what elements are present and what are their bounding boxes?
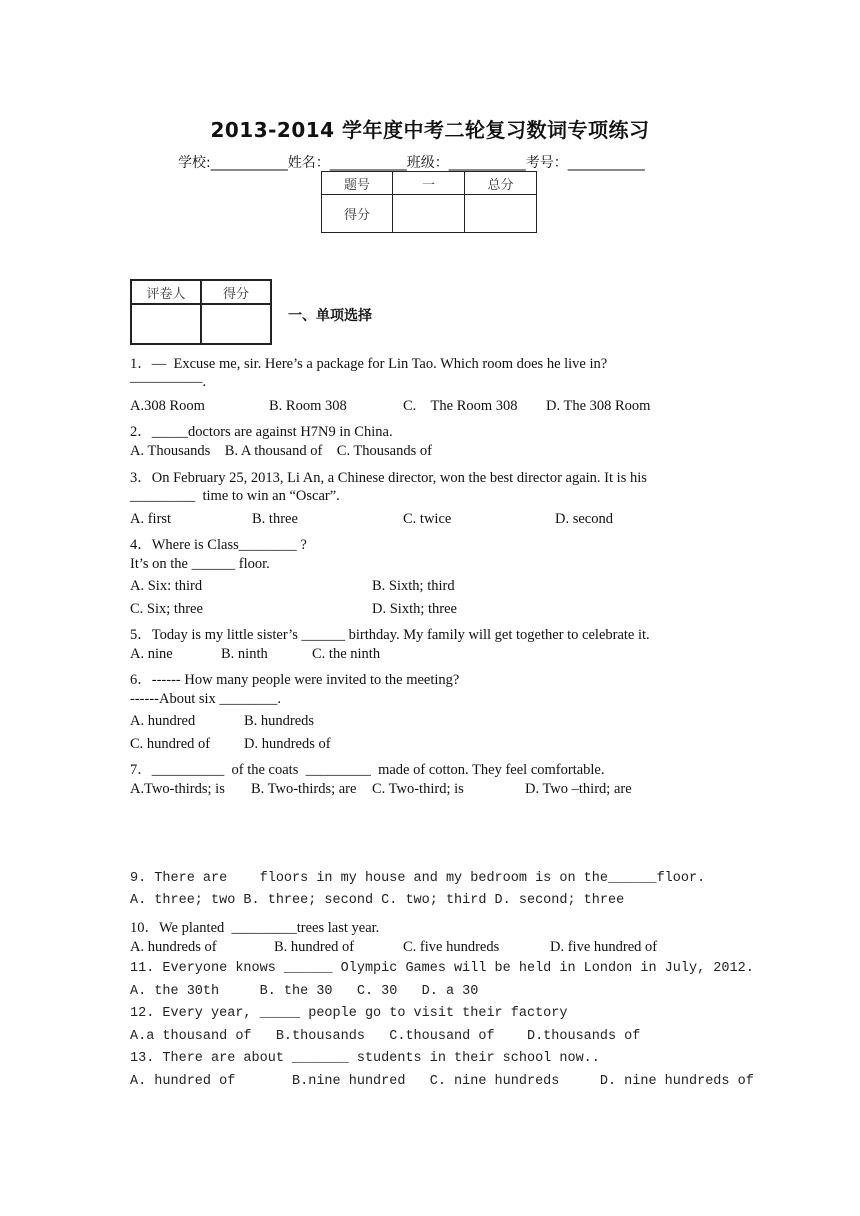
question-1-option-c: C. The Room 308 bbox=[403, 398, 518, 414]
score-cell-one bbox=[393, 195, 465, 233]
question-7-option-c: C. Two-third; is bbox=[372, 781, 464, 797]
score-table-header-number: 题号 bbox=[322, 172, 393, 195]
page-title: 2013-2014 学年度中考二轮复习数词专项练习 bbox=[210, 118, 650, 142]
question-1-blank: —————. bbox=[130, 374, 207, 390]
question-10-option-a: A. hundreds of bbox=[130, 939, 217, 955]
question-7-option-b: B. Two-thirds; are bbox=[251, 781, 357, 797]
question-7-option-d: D. Two –third; are bbox=[525, 781, 632, 797]
score-table-row-label: 得分 bbox=[322, 195, 393, 233]
question-7-option-a: A.Two-thirds; is bbox=[130, 781, 225, 797]
question-6: 6．------ How many people were invited to the meeting? bbox=[130, 672, 460, 688]
grader-table-header-score: 得分 bbox=[201, 280, 271, 304]
question-2-options: A. Thousands B. A thousand of C. Thousands of bbox=[130, 443, 432, 459]
question-3-cont: _________ time to win an “Oscar”. bbox=[130, 488, 340, 504]
question-5-option-c: C. the ninth bbox=[312, 646, 381, 662]
score-table-header-one: 一 bbox=[393, 172, 465, 195]
question-3: 3．On February 25, 2013, Li An, a Chinese director, won the best director again. It is his bbox=[130, 470, 647, 486]
student-info-line: 学校:___________姓名：___________班级：___________考号：___________ bbox=[178, 155, 645, 171]
question-11-options: A. the 30th B. the 30 C. 30 D. a 30 bbox=[130, 984, 479, 999]
question-7: 7．__________ of the coats _________ made of cotton. They feel comfortable. bbox=[130, 762, 605, 778]
question-1-option-b: B. Room 308 bbox=[269, 398, 347, 414]
question-1-option-d: D. The 308 Room bbox=[546, 398, 651, 414]
question-12: 12. Every year, _____ people go to visit their factory bbox=[130, 1006, 568, 1021]
question-10-option-c: C. five hundreds bbox=[403, 939, 500, 955]
question-1-option-a: A.308 Room bbox=[130, 398, 205, 414]
question-3-option-c: C. twice bbox=[403, 511, 452, 527]
question-4-option-a: A. Six: third bbox=[130, 578, 203, 594]
question-5-option-b: B. ninth bbox=[221, 646, 268, 662]
question-4-cont: It’s on the ______ floor. bbox=[130, 556, 270, 572]
question-6-option-a: A. hundred bbox=[130, 713, 196, 729]
question-6-option-d: D. hundreds of bbox=[244, 736, 331, 752]
question-10-option-d: D. five hundred of bbox=[550, 939, 658, 955]
question-1: 1．— Excuse me, sir. Here’s a package for Lin Tao. Which room does he live in? bbox=[130, 356, 608, 372]
score-table bbox=[321, 171, 537, 233]
question-3-option-a: A. first bbox=[130, 511, 172, 527]
question-11: 11. Everyone knows ______ Olympic Games will be held in London in July, 2012. bbox=[130, 961, 754, 976]
question-6-cont: ------About six ________. bbox=[130, 691, 282, 707]
score-cell-total bbox=[465, 195, 537, 233]
question-4-option-b: B. Sixth; third bbox=[372, 578, 455, 594]
question-5-option-a: A. nine bbox=[130, 646, 173, 662]
question-6-option-b: B. hundreds bbox=[244, 713, 315, 729]
question-4-option-d: D. Sixth; three bbox=[372, 601, 457, 617]
question-3-option-d: D. second bbox=[555, 511, 613, 527]
question-5: 5．Today is my little sister’s ______ birthday. My family will get together to celebrate it. bbox=[130, 627, 650, 643]
grader-score-cell bbox=[201, 304, 271, 344]
grader-cell bbox=[131, 304, 201, 344]
score-table-header-total: 总分 bbox=[465, 172, 537, 195]
question-4: 4．Where is Class________ ? bbox=[130, 537, 307, 553]
question-10-option-b: B. hundred of bbox=[274, 939, 355, 955]
question-9-options: A. three; two B. three; second C. two; third D. second; three bbox=[130, 893, 625, 908]
question-12-options: A.a thousand of B.thousands C.thousand of D.thousands of bbox=[130, 1029, 641, 1044]
question-13-options: A. hundred of B.nine hundred C. nine hundreds D. nine hundreds of bbox=[130, 1074, 754, 1089]
question-9: 9. There are floors in my house and my bedroom is on the______floor. bbox=[130, 871, 706, 886]
grader-table bbox=[130, 279, 272, 345]
question-3-option-b: B. three bbox=[252, 511, 298, 527]
question-2: 2．_____doctors are against H7N9 in China. bbox=[130, 424, 393, 440]
question-6-option-c: C. hundred of bbox=[130, 736, 211, 752]
question-13: 13. There are about _______ students in their school now.. bbox=[130, 1051, 600, 1066]
question-4-option-c: C. Six; three bbox=[130, 601, 203, 617]
section-title: 一、单项选择 bbox=[288, 308, 372, 324]
grader-table-header-grader: 评卷人 bbox=[131, 280, 201, 304]
question-10: 10．We planted _________trees last year. bbox=[130, 920, 380, 936]
